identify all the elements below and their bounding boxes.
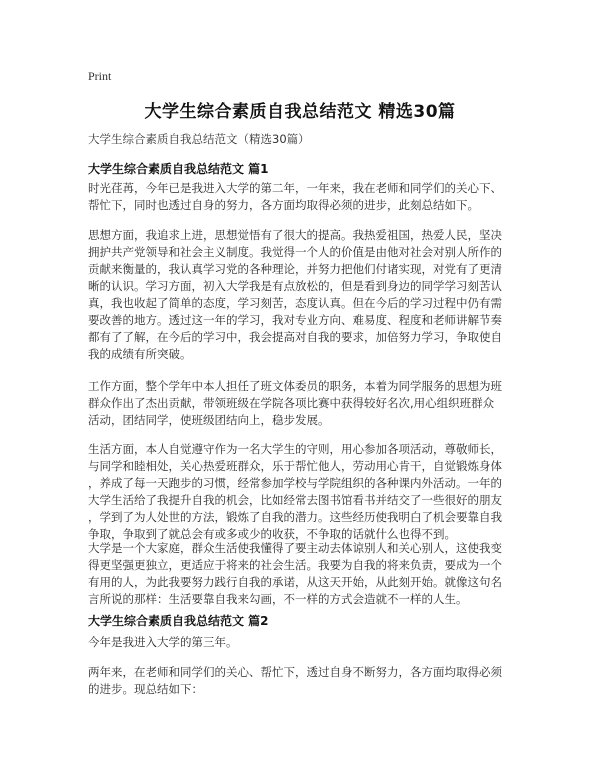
text-line: 得更坚强更独立，更适应于将来的社会生活。我要为自我的将来负责，要成为一个 <box>88 558 502 572</box>
text-line: 的进步。现总结如下： <box>88 682 203 696</box>
print-label[interactable]: Print <box>88 69 112 83</box>
text-line: 与同学和睦相处，关心热爱班群众，乐于帮忙他人，劳动用心肯干，自觉锻炼身体 <box>88 459 502 473</box>
paragraph-1-2 <box>88 227 518 363</box>
text-line: 有用的人，为此我要努力践行自我的承诺，从这天开始，从此刻开始。就像这句名 <box>88 575 502 589</box>
paragraph-1-4 <box>88 441 518 543</box>
paragraph-1-5 <box>88 540 518 608</box>
text-line: 拥护共产党领导和社会主义制度。我觉得一个人的价值是由他对社会对别人所作的 <box>88 245 502 259</box>
text-line: 我的成绩有所突破。 <box>88 347 192 361</box>
text-line: ，学到了为人处世的方法，锻炼了自我的潜力。这些经历使我明白了机会要靠自我 <box>88 510 502 524</box>
text-line: 工作方面，整个学年中本人担任了班文体委员的职务，本着为同学服务的思想为班 <box>88 379 502 393</box>
text-line: 活动，团结同学，使班级团结向上，稳步发展。 <box>88 413 330 427</box>
text-line: 大学是一个大家庭，群众生活使我懂得了要主动去体谅别人和关心别人，这使我变 <box>88 541 502 555</box>
text-line: 群众作出了杰出贡献，带领班级在学院各项比赛中获得较好名次,用心组织班群众 <box>88 396 495 410</box>
section-heading-1: 大学生综合素质自我总结范文 篇1 <box>88 162 269 176</box>
text-line: ，养成了每一天跑步的习惯，经常参加学校与学院组织的各种课内外活动。一年的 <box>88 476 502 490</box>
text-line: 大学生活给了我提升自我的机会，比如经常去图书馆看书并结交了一些很好的朋友 <box>88 493 502 507</box>
text-line: 今年是我进入大学的第三年。 <box>88 635 238 649</box>
text-line: 两年来，在老师和同学们的关心、帮忙下，透过自身不断努力，各方面均取得必须 <box>88 665 502 679</box>
paragraph-1-1 <box>88 180 518 214</box>
paragraph-2-2 <box>88 664 518 698</box>
text-line: 贡献来衡量的，我认真学习党的各种理论，并努力把他们付诸实现，对党有了更清 <box>88 262 502 276</box>
paragraph-1-3 <box>88 378 518 429</box>
text-line: 时光荏苒，今年已是我进入大学的第二年，一年来，我在老师和同学们的关心下、 <box>88 181 502 195</box>
text-line: 生活方面，本人自觉遵守作为一名大学生的守则，用心参加各项活动，尊敬师长， <box>88 442 502 456</box>
subtitle: 大学生综合素质自我总结范文（精选30篇） <box>88 132 310 146</box>
text-line: 言所说的那样：生活要靠自我来勾画，不一样的方式会造就不一样的人生。 <box>88 592 468 606</box>
text-line: 要改善的地方。透过这一年的学习，我对专业方向、难易度、程度和老师讲解节奏 <box>88 313 502 327</box>
text-line: 帮忙下，同时也透过自身的努力，各方面均取得必须的进步，此刻总结如下。 <box>88 198 479 212</box>
text-line: 晰的认识。学习方面，初入大学我是有点放松的，但是看到身边的同学学习刻苦认 <box>88 279 502 293</box>
text-line: 思想方面，我追求上进，思想觉悟有了很大的提高。我热爱祖国，热爱人民，坚决 <box>88 228 502 242</box>
section-heading-2: 大学生综合素质自我总结范文 篇2 <box>88 614 269 628</box>
text-line: 争取，争取到了就总会有或多或少的收获，不争取的话就什么也得不到。 <box>88 527 456 541</box>
text-line: 都有了了解，在今后的学习中，我会提高对自我的要求，加倍努力学习，争取使自 <box>88 330 502 344</box>
text-line: 真，我也收起了简单的态度，学习刻苦，态度认真。但在今后的学习过程中仍有需 <box>88 296 502 310</box>
page-title: 大学生综合素质自我总结范文 精选30篇 <box>144 102 456 122</box>
paragraph-2-1 <box>88 634 518 651</box>
